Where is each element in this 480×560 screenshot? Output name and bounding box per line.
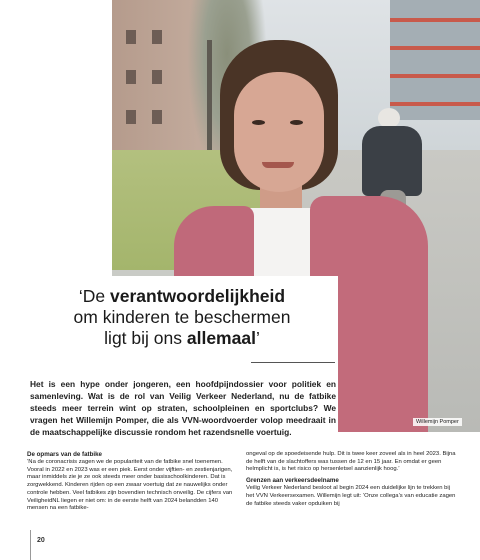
- section-heading: Grenzen aan verkeersdeelname: [246, 477, 339, 485]
- body-paragraph: ongeval op de spoedeisende hulp. Dit is twee keer zoveel als in heel 2023. Bijna de helft van de slachtoffers was tussen de 12 en 15 jaar. En omdat er geen helmplicht is, is het risico op hersenletsel aanzienlijk hoog.’: [246, 451, 456, 473]
- intro-paragraph: Het is een hype onder jongeren, een hoofdpijndossier voor politiek en samenleving. Wat is de rol van Veilig Verkeer Nederland, nu de fatbike steeds meer terrein wint op straten, schoolpleinen en sportclubs? We vragen het Willemijn Pomper, die als VVN-woordvoerder volop meedraait in de maatschappelijke discussie rondom het razendsnelle voertuig.: [30, 379, 336, 437]
- body-paragraph: Veilig Verkeer Nederland besloot al begin 2024 een duidelijke lijn te trekken bij het VVN Verkeersexamen. Willemijn legt uit: ‘Onze collega’s van educatie zagen de fatbike steeds vaker opduiken bij: [246, 485, 456, 507]
- photo-cyclist-helmet: [378, 108, 400, 128]
- body-column-2: [246, 451, 456, 511]
- headline-line-1: ‘De verantwoordelijkheid: [78, 286, 286, 306]
- body-column-1: [27, 451, 235, 516]
- person-eye-right: [290, 120, 303, 125]
- body-paragraph: ‘Na de coronacrisis zagen we de populariteit van de fatbike snel toenemen. Vooral in 2022 en 2023 was er een piek. Eerst onder vijftien- en zestienjarigen, maar inmiddels zie je ze ook steeds meer onder basisschoolkinderen. Dat is zorgwekkend. Kinderen rijden op een zwaar voertuig dat ze nauwelijks onder controle hebben. Veel fatbikes zijn bovendien technisch onveilig. De cijfers van VeiligheidNL liegen er niet om: in de eerste helft van 2024 belandden 140 mensen na een fatbike-: [27, 459, 233, 512]
- photo-credit: Willemijn Pomper: [413, 418, 462, 426]
- person-face: [234, 72, 324, 192]
- photo-cyclist: [362, 126, 422, 196]
- section-heading: De opmars van de fatbike: [27, 451, 102, 458]
- person-mouth: [262, 162, 294, 168]
- headline-line-2: om kinderen te beschermen: [73, 307, 291, 327]
- page-number: 20: [37, 537, 45, 544]
- footer-divider: [30, 530, 31, 560]
- headline-panel: [26, 276, 338, 437]
- headline-divider: [251, 362, 335, 363]
- person-eye-left: [252, 120, 265, 125]
- pull-quote-headline: [26, 286, 338, 349]
- headline-line-3: ligt bij ons allemaal’: [104, 328, 260, 348]
- photo-building-right: [390, 0, 480, 120]
